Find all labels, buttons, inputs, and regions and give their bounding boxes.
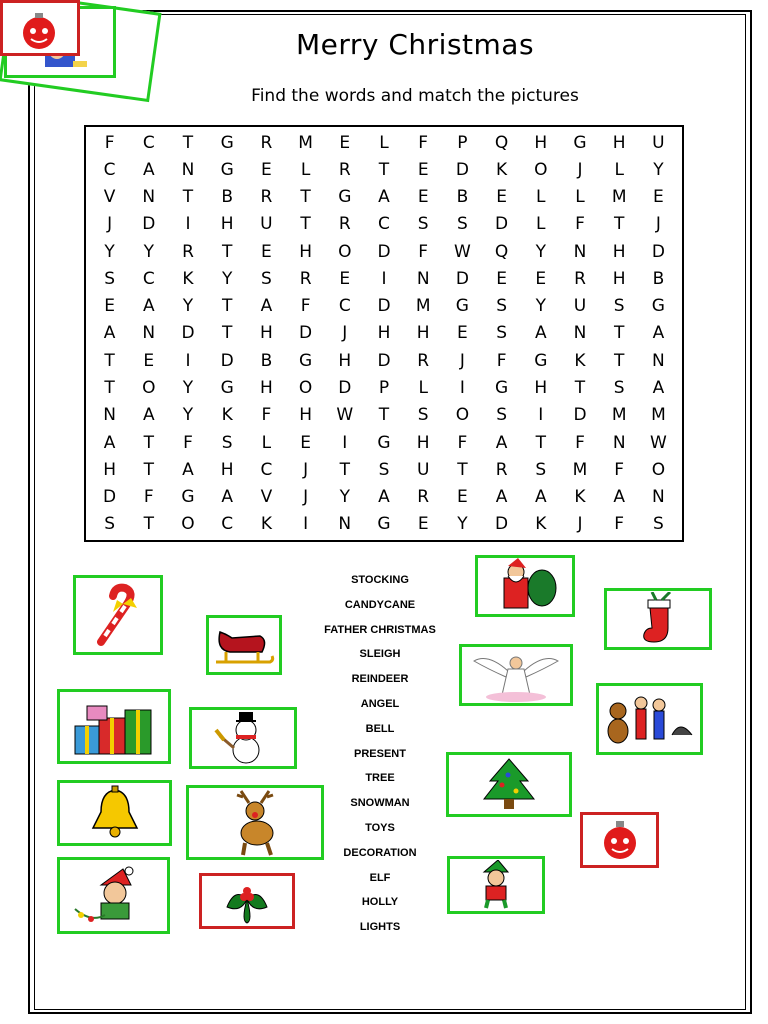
grid-letter[interactable]: N	[103, 405, 116, 426]
picture-card-father-christmas[interactable]	[475, 555, 575, 617]
word-search-grid	[84, 125, 684, 542]
picture-card-toys[interactable]	[596, 683, 703, 755]
grid-letter[interactable]: R	[417, 487, 430, 508]
grid-letter[interactable]: T	[535, 432, 546, 453]
grid-letter[interactable]: F	[614, 514, 625, 535]
grid-letter[interactable]: P	[457, 132, 468, 153]
grid-letter[interactable]: Y	[535, 296, 546, 317]
grid-letter[interactable]: V	[260, 487, 273, 508]
grid-letter[interactable]: E	[143, 350, 155, 371]
reindeer-icon	[215, 789, 295, 857]
grid-letter[interactable]: A	[142, 159, 155, 180]
toys-icon	[604, 691, 696, 747]
grid-letter[interactable]: H	[103, 459, 116, 480]
grid-letter[interactable]: U	[416, 459, 430, 480]
picture-card-bell[interactable]	[57, 780, 172, 846]
word-list-item: TOYS	[365, 821, 395, 834]
grid-letter[interactable]: E	[261, 241, 272, 262]
grid-letter[interactable]: G	[220, 132, 234, 153]
grid-letter[interactable]: F	[457, 432, 468, 453]
grid-letter[interactable]: L	[614, 159, 624, 180]
snowman-icon	[208, 710, 278, 766]
grid-letter[interactable]: N	[142, 187, 156, 208]
grid-letter[interactable]: R	[574, 268, 586, 289]
grid-letter[interactable]: T	[614, 323, 625, 344]
instructions: Find the words and match the pictures	[251, 86, 579, 106]
grid-letter[interactable]: T	[614, 214, 625, 235]
grid-letter[interactable]: U	[652, 132, 665, 153]
grid-letter[interactable]: M	[611, 187, 627, 208]
grid-letter[interactable]: T	[457, 459, 468, 480]
grid-letter[interactable]: E	[104, 296, 115, 317]
grid-letter[interactable]: T	[143, 459, 154, 480]
grid-letter[interactable]: R	[182, 241, 194, 262]
grid-letter[interactable]: H	[260, 323, 273, 344]
picture-card-reindeer[interactable]	[186, 785, 324, 860]
grid-letter[interactable]: T	[574, 378, 586, 399]
grid-letter[interactable]: V	[103, 187, 116, 208]
grid-letter[interactable]: L	[379, 132, 389, 153]
presents-icon	[69, 696, 159, 758]
grid-letter[interactable]: A	[495, 432, 508, 453]
grid-letter[interactable]: G	[220, 159, 234, 180]
father-christmas-icon	[490, 558, 560, 614]
grid-letter[interactable]: I	[185, 214, 191, 235]
grid-letter[interactable]: D	[181, 323, 195, 344]
grid-letter[interactable]: A	[534, 487, 547, 508]
grid-letter[interactable]: F	[496, 350, 507, 371]
word-list-item: HOLLY	[361, 896, 399, 909]
grid-letter[interactable]: A	[378, 187, 390, 208]
grid-letter[interactable]: S	[104, 514, 115, 535]
word-list-item: PRESENT	[354, 747, 406, 760]
word-list-item: ELF	[369, 871, 391, 884]
elf-lights-icon	[71, 863, 157, 929]
grid-letter[interactable]: L	[261, 432, 272, 453]
grid-letter[interactable]: C	[142, 268, 155, 289]
grid-letter[interactable]: B	[652, 268, 665, 289]
grid-letter[interactable]: D	[455, 268, 469, 289]
grid-letter[interactable]: G	[299, 350, 313, 371]
grid-letter[interactable]: S	[417, 214, 429, 235]
sleigh-icon	[212, 622, 276, 668]
grid-letter[interactable]: N	[142, 323, 156, 344]
grid-letter[interactable]: W	[336, 405, 354, 426]
grid-letter[interactable]: G	[455, 296, 469, 317]
grid-letter[interactable]: N	[652, 487, 665, 508]
word-list-item: FATHER CHRISTMAS	[324, 623, 436, 636]
grid-letter[interactable]: G	[377, 432, 391, 453]
grid-letter[interactable]: K	[574, 350, 586, 371]
grid-letter[interactable]: U	[260, 214, 273, 235]
grid-letter[interactable]: T	[182, 132, 194, 153]
grid-letter[interactable]: T	[339, 459, 350, 480]
grid-letter[interactable]: H	[220, 459, 234, 480]
grid-letter[interactable]: H	[220, 214, 234, 235]
grid-letter[interactable]: R	[338, 159, 351, 180]
grid-letter[interactable]: L	[536, 214, 546, 235]
grid-letter[interactable]: T	[614, 350, 625, 371]
picture-card-decoration[interactable]	[580, 812, 659, 868]
grid-letter[interactable]: A	[613, 487, 626, 508]
grid-letter[interactable]: D	[377, 296, 391, 317]
grid-letter[interactable]: O	[142, 378, 156, 399]
grid-letter[interactable]: R	[417, 350, 430, 371]
grid-letter[interactable]: R	[260, 132, 273, 153]
grid-letter[interactable]: G	[220, 378, 234, 399]
word-list-item: ANGEL	[360, 697, 400, 710]
grid-letter[interactable]: E	[417, 514, 429, 535]
grid-letter[interactable]: Y	[535, 241, 546, 262]
picture-card-holly[interactable]	[199, 873, 295, 929]
picture-card-elf-lights[interactable]	[57, 857, 170, 934]
grid-letter[interactable]: S	[457, 214, 468, 235]
page-title: Merry Christmas	[295, 28, 535, 61]
grid-letter[interactable]: Q	[494, 241, 509, 262]
grid-letter[interactable]: T	[222, 296, 233, 317]
decoration-icon	[598, 817, 642, 863]
bauble-icon	[17, 9, 61, 53]
grid-letter[interactable]: N	[416, 268, 430, 289]
grid-letter[interactable]: J	[577, 514, 583, 535]
grid-letter[interactable]: H	[416, 323, 430, 344]
grid-letter[interactable]: S	[653, 514, 664, 535]
grid-letter[interactable]: F	[183, 432, 193, 453]
word-list-item: TREE	[365, 772, 395, 785]
grid-letter[interactable]: A	[103, 432, 116, 453]
grid-letter[interactable]: I	[459, 378, 465, 399]
holly-icon	[217, 877, 277, 925]
picture-card-stocking[interactable]	[604, 588, 712, 650]
grid-letter[interactable]: J	[303, 459, 309, 480]
grid-letter[interactable]: T	[104, 378, 115, 399]
grid-letter[interactable]: S	[261, 268, 272, 289]
grid-letter[interactable]: K	[496, 159, 508, 180]
grid-letter[interactable]: S	[221, 432, 233, 453]
grid-letter[interactable]: D	[103, 487, 117, 508]
grid-letter[interactable]: D	[377, 241, 391, 262]
grid-letter[interactable]: A	[534, 323, 547, 344]
grid-letter[interactable]: F	[575, 432, 585, 453]
grid-letter[interactable]: G	[651, 296, 665, 317]
word-list-item: STOCKING	[351, 574, 409, 586]
grid-letter[interactable]: T	[222, 323, 233, 344]
grid-letter[interactable]: J	[342, 323, 348, 344]
grid-letter[interactable]: G	[338, 187, 352, 208]
grid-letter[interactable]: T	[378, 405, 390, 426]
grid-letter[interactable]: K	[260, 514, 272, 535]
grid-letter[interactable]: W	[453, 241, 471, 262]
grid-letter[interactable]: O	[455, 405, 470, 426]
grid-letter[interactable]: Y	[143, 241, 154, 262]
picture-card-tree[interactable]	[446, 752, 572, 817]
grid-letter[interactable]: J	[303, 487, 309, 508]
grid-letter[interactable]: E	[496, 268, 507, 289]
angel-icon	[468, 647, 564, 703]
word-list	[310, 572, 450, 944]
grid-letter[interactable]: H	[534, 378, 548, 399]
word-list-item: LIGHTS	[359, 921, 401, 934]
grid-letter[interactable]: H	[299, 241, 312, 262]
grid-letter[interactable]: Y	[222, 268, 233, 289]
grid-letter[interactable]: N	[573, 241, 587, 262]
grid-letter[interactable]: Y	[339, 487, 350, 508]
grid-letter[interactable]: E	[496, 187, 507, 208]
grid-letter[interactable]: C	[338, 296, 351, 317]
picture-card-elf[interactable]	[447, 856, 545, 914]
grid-letter[interactable]: C	[260, 459, 273, 480]
grid-letter[interactable]: A	[495, 487, 508, 508]
grid-letter[interactable]: T	[300, 214, 311, 235]
grid-letter[interactable]: S	[613, 378, 625, 399]
grid-letter[interactable]: J	[655, 214, 661, 235]
tree-icon	[478, 755, 540, 815]
grid-letter[interactable]: B	[260, 350, 273, 371]
grid-letter[interactable]: D	[651, 241, 665, 262]
grid-letter[interactable]: Y	[104, 241, 115, 262]
grid-letter[interactable]: I	[303, 514, 309, 535]
grid-letter[interactable]: O	[181, 514, 195, 535]
grid-letter[interactable]: N	[338, 514, 352, 535]
grid-letter[interactable]: S	[535, 459, 547, 480]
grid-letter[interactable]: D	[455, 159, 469, 180]
grid-letter[interactable]: M	[611, 405, 627, 426]
grid-letter[interactable]: R	[338, 214, 351, 235]
grid-letter[interactable]: M	[572, 459, 588, 480]
grid-letter[interactable]: T	[300, 187, 311, 208]
grid-letter[interactable]: D	[495, 514, 509, 535]
grid-letter[interactable]: L	[575, 187, 585, 208]
grid-letter[interactable]: N	[573, 323, 587, 344]
grid-letter[interactable]: T	[143, 514, 154, 535]
grid-letter[interactable]: F	[104, 132, 115, 153]
grid-letter[interactable]: U	[573, 296, 587, 317]
grid-letter[interactable]: J	[577, 159, 583, 180]
grid-letter[interactable]: H	[377, 323, 391, 344]
grid-letter[interactable]: E	[417, 187, 429, 208]
word-list-item: REINDEER	[351, 673, 409, 686]
elf-icon	[474, 860, 518, 910]
grid-letter[interactable]: Y	[182, 296, 194, 317]
picture-card-presents[interactable]	[57, 689, 171, 764]
grid-letter[interactable]: T	[222, 241, 233, 262]
grid-letter[interactable]: H	[534, 132, 548, 153]
grid-letter[interactable]: N	[181, 159, 195, 180]
grid-letter[interactable]: H	[612, 132, 626, 153]
grid-letter[interactable]: D	[338, 378, 352, 399]
grid-letter[interactable]: H	[612, 268, 626, 289]
word-list-item: DECORATION	[343, 846, 417, 859]
grid-letter[interactable]: P	[378, 378, 390, 399]
grid-letter[interactable]: D	[573, 405, 587, 426]
grid-letter[interactable]: D	[495, 214, 509, 235]
grid-letter[interactable]: N	[612, 432, 626, 453]
grid-letter[interactable]: E	[339, 132, 351, 153]
grid-letter[interactable]: K	[221, 405, 233, 426]
grid-letter[interactable]: C	[142, 132, 155, 153]
grid-letter[interactable]: K	[182, 268, 194, 289]
grid-letter[interactable]: F	[418, 241, 429, 262]
grid-letter[interactable]: D	[142, 214, 156, 235]
grid-letter[interactable]: T	[182, 187, 194, 208]
grid-letter[interactable]: I	[538, 405, 544, 426]
grid-letter[interactable]: G	[534, 350, 548, 371]
grid-letter[interactable]: S	[104, 268, 115, 289]
grid-letter[interactable]: F	[300, 296, 311, 317]
grid-letter[interactable]: E	[417, 159, 429, 180]
grid-letter[interactable]: D	[299, 323, 313, 344]
grid-letter[interactable]: C	[103, 159, 116, 180]
grid-letter[interactable]: K	[574, 487, 586, 508]
grid-letter[interactable]: F	[261, 405, 272, 426]
picture-card-candycane[interactable]	[73, 575, 163, 655]
picture-card-angel[interactable]	[459, 644, 573, 706]
grid-letter[interactable]: F	[143, 487, 154, 508]
grid-letter[interactable]: H	[612, 241, 626, 262]
grid-letter[interactable]: E	[653, 187, 664, 208]
grid-letter[interactable]: S	[417, 405, 429, 426]
grid-letter[interactable]: G	[495, 378, 509, 399]
bell-icon	[75, 784, 155, 842]
grid-letter[interactable]: L	[300, 159, 311, 180]
grid-letter[interactable]: D	[377, 350, 391, 371]
grid-letter[interactable]: J	[107, 214, 113, 235]
grid-letter[interactable]: H	[338, 350, 352, 371]
grid-letter[interactable]: G	[377, 514, 391, 535]
grid-letter[interactable]: A	[142, 296, 155, 317]
grid-letter[interactable]: R	[495, 459, 508, 480]
grid-letter[interactable]: S	[496, 296, 507, 317]
grid-letter[interactable]: Y	[653, 159, 664, 180]
grid-letter[interactable]: J	[459, 350, 465, 371]
grid-letter[interactable]: I	[381, 268, 387, 289]
picture-card-snowman[interactable]	[189, 707, 297, 769]
grid-letter[interactable]: A	[103, 323, 116, 344]
grid-letter[interactable]: A	[142, 405, 155, 426]
grid-letter[interactable]: S	[496, 323, 507, 344]
grid-letter[interactable]: R	[299, 268, 312, 289]
corner-card-bauble	[0, 0, 80, 56]
grid-letter[interactable]: C	[221, 514, 234, 535]
grid-letter[interactable]: D	[220, 350, 234, 371]
grid-letter[interactable]: T	[104, 350, 115, 371]
grid-letter[interactable]: E	[535, 268, 547, 289]
word-list-item: SLEIGH	[359, 648, 401, 661]
grid-letter[interactable]: W	[649, 432, 667, 453]
grid-letter[interactable]: M	[651, 405, 666, 426]
grid-letter[interactable]: E	[457, 487, 468, 508]
grid-letter[interactable]: I	[185, 350, 191, 371]
grid-letter[interactable]: B	[221, 187, 234, 208]
grid-letter[interactable]: E	[261, 159, 272, 180]
grid-letter[interactable]: L	[536, 187, 546, 208]
grid-letter[interactable]: E	[339, 268, 351, 289]
grid-letter[interactable]: M	[298, 132, 313, 153]
grid-letter[interactable]: F	[614, 459, 625, 480]
grid-letter[interactable]: Q	[494, 132, 509, 153]
grid-letter[interactable]: K	[535, 514, 547, 535]
grid-letter[interactable]: G	[573, 132, 587, 153]
grid-letter[interactable]: S	[378, 459, 390, 480]
grid-letter[interactable]: O	[651, 459, 666, 480]
grid-letter[interactable]: L	[418, 378, 428, 399]
grid-letter[interactable]: A	[260, 296, 273, 317]
grid-letter[interactable]: Y	[182, 378, 194, 399]
grid-letter[interactable]: A	[182, 459, 194, 480]
grid-letter[interactable]: T	[378, 159, 390, 180]
grid-letter[interactable]: E	[300, 432, 311, 453]
word-list-item: CANDYCANE	[344, 598, 416, 611]
grid-letter[interactable]: H	[416, 432, 430, 453]
grid-letter[interactable]: F	[418, 132, 429, 153]
grid-letter[interactable]: A	[378, 487, 390, 508]
grid-letter[interactable]: I	[342, 432, 348, 453]
stocking-icon	[626, 592, 690, 646]
grid-letter[interactable]: O	[338, 241, 352, 262]
grid-letter[interactable]: N	[652, 350, 665, 371]
grid-letter[interactable]: O	[298, 378, 313, 399]
grid-letter[interactable]: Y	[182, 405, 194, 426]
grid-letter[interactable]: R	[260, 187, 273, 208]
word-list-item: BELL	[365, 722, 395, 735]
candycane-icon	[83, 582, 153, 648]
picture-card-sleigh[interactable]	[206, 615, 282, 675]
grid-letter[interactable]: S	[613, 296, 625, 317]
grid-letter[interactable]: E	[457, 323, 468, 344]
grid-letter[interactable]: H	[260, 378, 273, 399]
grid-letter[interactable]: F	[575, 214, 585, 235]
grid-letter[interactable]: B	[456, 187, 469, 208]
grid-letter[interactable]: G	[181, 487, 195, 508]
grid-letter[interactable]: S	[496, 405, 507, 426]
grid-letter[interactable]: M	[415, 296, 431, 317]
grid-letter[interactable]: Y	[457, 514, 468, 535]
grid-letter[interactable]: A	[652, 378, 665, 399]
grid-letter[interactable]: T	[143, 432, 154, 453]
grid-letter[interactable]: C	[378, 214, 390, 235]
grid-letter[interactable]: A	[221, 487, 234, 508]
grid-letter[interactable]: A	[652, 323, 665, 344]
word-list-item: SNOWMAN	[350, 797, 410, 810]
grid-letter[interactable]: O	[534, 159, 548, 180]
grid-letter[interactable]: H	[299, 405, 312, 426]
